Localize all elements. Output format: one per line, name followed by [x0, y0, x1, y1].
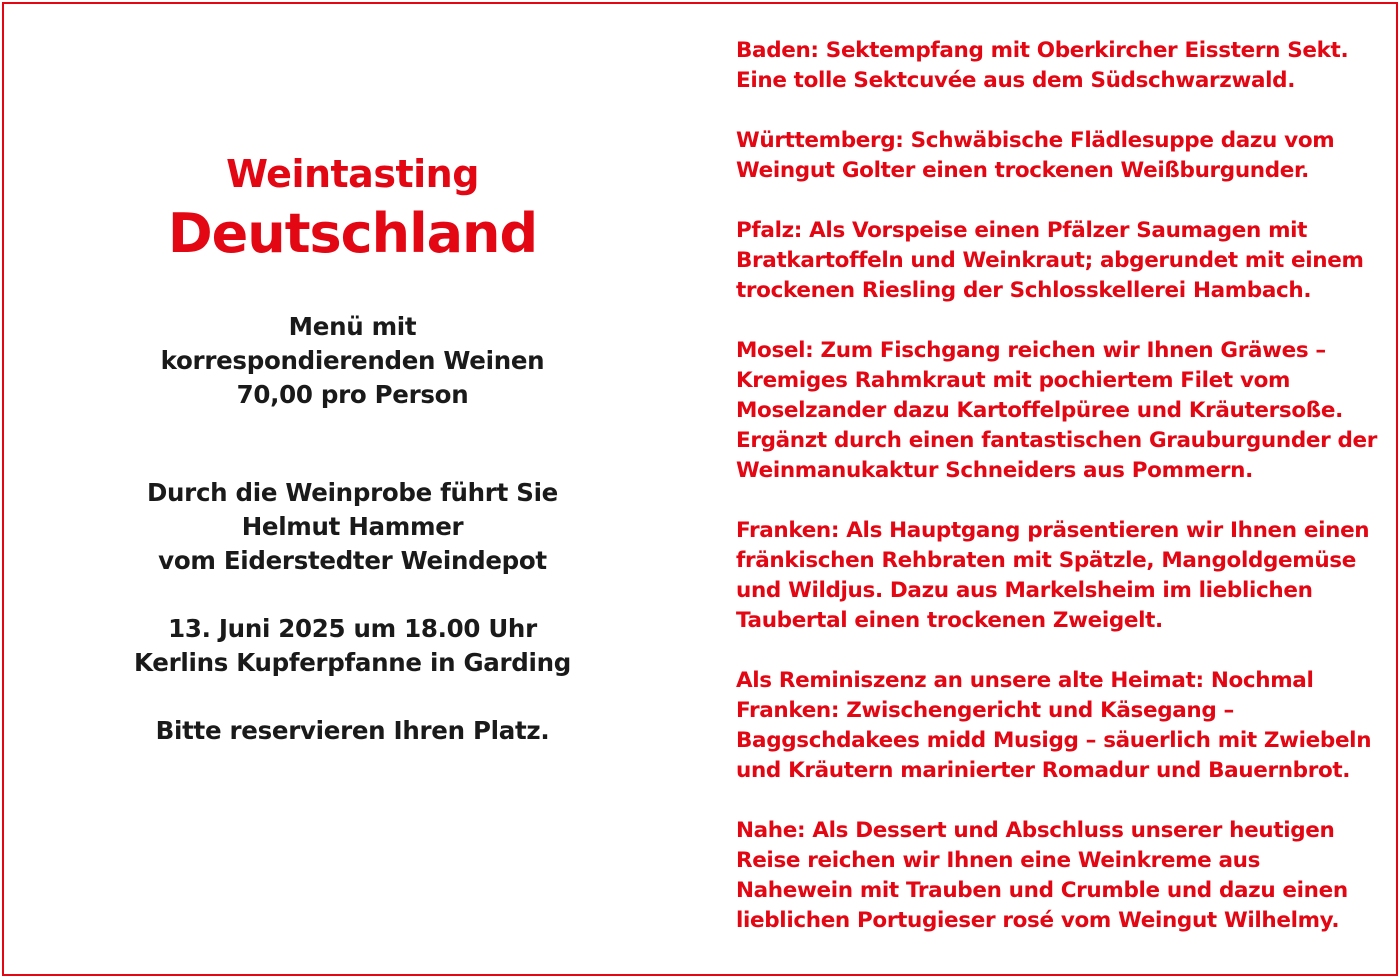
course-nahe — [736, 816, 1376, 936]
course-line: Württemberg: Schwäbische Flädlesuppe dazu vom — [736, 128, 1335, 153]
date-location-block — [90, 612, 615, 680]
menu-price-block — [90, 310, 615, 412]
course-line: Franken: Als Hauptgang präsentieren wir Ihnen einen — [736, 518, 1370, 543]
event-date: 13. Juni 2025 um 18.00 Uhr — [168, 614, 537, 643]
course-line: Weingut Golter einen trockenen Weißburgunder. — [736, 158, 1310, 183]
course-line: und Kräutern marinierter Romadur und Bauernbrot. — [736, 758, 1351, 783]
course-line: Weinmanukaktur Schneiders aus Pommern. — [736, 458, 1253, 483]
course-pfalz — [736, 216, 1376, 306]
course-line: trockenen Riesling der Schlosskellerei Hambach. — [736, 278, 1312, 303]
menu-price: 70,00 pro Person — [236, 380, 469, 409]
course-line: Franken: Zwischengericht und Käsegang – — [736, 698, 1234, 723]
guide-company: vom Eiderstedter Weindepot — [158, 546, 547, 575]
course-line: Baggschdakees midd Musigg – säuerlich mit Zwiebeln — [736, 728, 1372, 753]
course-line: lieblichen Portugieser rosé vom Weingut Wilhelmy. — [736, 908, 1340, 933]
course-franken — [736, 516, 1376, 636]
event-location: Kerlins Kupferpfanne in Garding — [134, 648, 571, 677]
guide-block — [90, 476, 615, 578]
course-line: Pfalz: Als Vorspeise einen Pfälzer Saumagen mit — [736, 218, 1308, 243]
course-line: Taubertal einen trockenen Zweigelt. — [736, 608, 1163, 633]
course-baden — [736, 36, 1376, 96]
event-info — [90, 148, 615, 748]
menu-line: korrespondierenden Weinen — [160, 346, 545, 375]
course-line: Bratkartoffeln und Weinkraut; abgerundet mit einem — [736, 248, 1364, 273]
course-line: Moselzander dazu Kartoffelpüree und Kräutersoße. — [736, 398, 1343, 423]
course-franken-kaesegang — [736, 666, 1376, 786]
course-line: Nahe: Als Dessert und Abschluss unserer heutigen — [736, 818, 1335, 843]
course-line: Als Reminiszenz an unsere alte Heimat: Nochmal — [736, 668, 1314, 693]
course-line: und Wildjus. Dazu aus Markelsheim im lieblichen — [736, 578, 1313, 603]
course-line: Reise reichen wir Ihnen eine Weinkreme aus — [736, 848, 1261, 873]
course-line: fränkischen Rehbraten mit Spätzle, Mangoldgemüse — [736, 548, 1356, 573]
title-deutschland: Deutschland — [167, 202, 538, 265]
reserve-line: Bitte reservieren Ihren Platz. — [155, 716, 550, 745]
course-line: Nahewein mit Trauben und Crumble und dazu einen — [736, 878, 1348, 903]
course-line: Mosel: Zum Fischgang reichen wir Ihnen Gräwes – — [736, 338, 1326, 363]
course-line: Baden: Sektempfang mit Oberkircher Eisstern Sekt. — [736, 38, 1349, 63]
course-mosel — [736, 336, 1376, 486]
guide-line: Durch die Weinprobe führt Sie — [146, 478, 558, 507]
course-wuerttemberg — [736, 126, 1376, 186]
menu-line: Menü mit — [288, 312, 417, 341]
reservation-note — [90, 714, 615, 748]
guide-name: Helmut Hammer — [241, 512, 464, 541]
course-line: Eine tolle Sektcuvée aus dem Südschwarzwald. — [736, 68, 1296, 93]
course-line: Kremiges Rahmkraut mit pochiertem Filet vom — [736, 368, 1291, 393]
course-line: Ergänzt durch einen fantastischen Grauburgunder der — [736, 428, 1378, 453]
title-weintasting: Weintasting — [226, 152, 479, 196]
course-list — [736, 36, 1376, 936]
